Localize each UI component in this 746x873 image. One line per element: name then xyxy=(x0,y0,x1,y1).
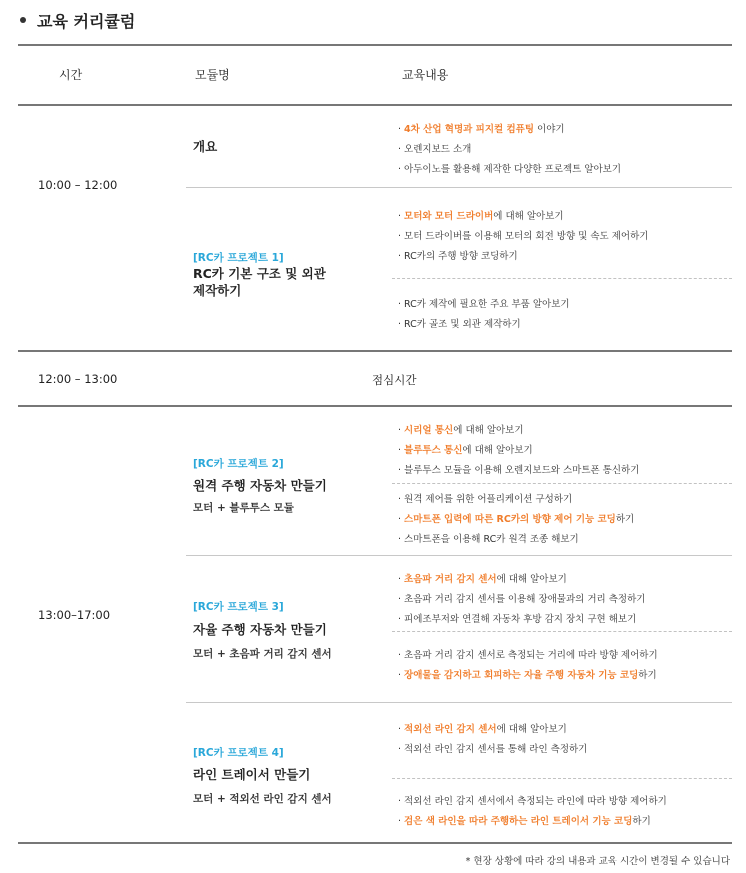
content-item: · 아두이노를 활용해 제작한 다양한 프로젝트 알아보기 xyxy=(398,164,622,175)
content-item: · 적외선 라인 감지 센서를 통해 라인 측정하기 xyxy=(398,744,588,755)
module-rc4-tag: [RC카 프로젝트 4] xyxy=(193,747,284,759)
content-item: · 장애물을 감지하고 회피하는 자율 주행 자동차 기능 코딩하기 xyxy=(398,670,657,681)
content-item: · 모터 드라이버를 이용해 모터의 회전 방향 및 속도 제어하기 xyxy=(398,231,649,242)
content-item: · 오렌지보드 소개 xyxy=(398,144,472,155)
module-separator xyxy=(186,555,732,556)
module-rc2-sub: 모터 + 블루투스 모듈 xyxy=(193,502,294,514)
header-module: 모듈명 xyxy=(195,68,230,82)
header-time: 시간 xyxy=(59,68,83,82)
content-item: · 원격 제어를 위한 어플리케이션 구성하기 xyxy=(398,494,573,505)
header-bottom-rule xyxy=(18,104,732,106)
module-intro-name: 개요 xyxy=(193,139,218,154)
footnote: * 현장 상황에 따라 강의 내용과 교육 시간이 변경될 수 있습니다 xyxy=(465,856,730,867)
content-item: · 시리얼 통신에 대해 알아보기 xyxy=(398,425,524,436)
bullet-icon xyxy=(20,17,26,23)
content-separator xyxy=(392,631,732,632)
module-separator xyxy=(186,702,732,703)
content-item: · 초음파 거리 감지 센서를 이용해 장애물과의 거리 측정하기 xyxy=(398,594,646,605)
content-item: · 피에조부저와 연결해 자동차 후방 감지 장치 구현 해보기 xyxy=(398,614,637,625)
content-separator xyxy=(392,778,732,779)
module-separator xyxy=(186,187,732,188)
module-rc2-name: 원격 주행 자동차 만들기 xyxy=(193,478,327,493)
table-bottom-rule xyxy=(18,842,732,844)
content-item: · RC카 제작에 필요한 주요 부품 알아보기 xyxy=(398,299,570,310)
content-item: · 4차 산업 혁명과 피지컬 컴퓨팅 이야기 xyxy=(398,124,565,135)
lunch-bottom-rule xyxy=(18,405,732,407)
module-rc3-name: 자율 주행 자동차 만들기 xyxy=(193,622,327,637)
module-rc1-name-line2: 제작하기 xyxy=(193,283,242,298)
content-item: · 적외선 라인 감지 센서에 대해 알아보기 xyxy=(398,724,567,735)
content-item: · 적외선 라인 감지 센서에서 측정되는 라인에 따라 방향 제어하기 xyxy=(398,796,667,807)
time-afternoon: 13:00–17:00 xyxy=(38,608,111,622)
content-item: · 모터와 모터 드라이버에 대해 알아보기 xyxy=(398,211,564,222)
content-item: · 스마트폰을 이용해 RC카 원격 조종 해보기 xyxy=(398,534,579,545)
module-rc4-name: 라인 트레이서 만들기 xyxy=(193,767,311,782)
time-lunch: 12:00 – 13:00 xyxy=(38,372,118,386)
content-item: · RC카의 주행 방향 코딩하기 xyxy=(398,251,518,262)
module-rc4-sub: 모터 + 적외선 라인 감지 센서 xyxy=(193,793,332,805)
header-content: 교육내용 xyxy=(402,68,449,82)
content-item: · 검은 색 라인을 따라 주행하는 라인 트레이서 기능 코딩하기 xyxy=(398,816,651,827)
module-rc2-tag: [RC카 프로젝트 2] xyxy=(193,458,284,470)
content-separator xyxy=(392,483,732,484)
table-top-rule xyxy=(18,44,732,46)
section-title: 교육 커리큘럼 xyxy=(37,11,136,31)
lunch-label: 점심시간 xyxy=(372,373,417,387)
content-item: · 블루투스 모듈을 이용해 오렌지보드와 스마트폰 통신하기 xyxy=(398,465,640,476)
module-rc3-tag: [RC카 프로젝트 3] xyxy=(193,601,284,613)
content-separator xyxy=(392,278,732,279)
section-heading xyxy=(12,10,135,30)
content-item: · 초음파 거리 감지 센서로 측정되는 거리에 따라 방향 제어하기 xyxy=(398,650,658,661)
content-item: · 초음파 거리 감지 센서에 대해 알아보기 xyxy=(398,574,567,585)
content-item: · 스마트폰 입력에 따른 RC카의 방향 제어 기능 코딩하기 xyxy=(398,514,635,525)
content-item: · RC카 골조 및 외관 제작하기 xyxy=(398,319,521,330)
time-morning: 10:00 – 12:00 xyxy=(38,178,118,192)
content-item: · 블루투스 통신에 대해 알아보기 xyxy=(398,445,533,456)
module-rc1-tag: [RC카 프로젝트 1] xyxy=(193,252,284,264)
module-rc3-sub: 모터 + 초음파 거리 감지 센서 xyxy=(193,648,332,660)
module-rc1-name-line1: RC카 기본 구조 및 외관 xyxy=(193,266,326,281)
morning-bottom-rule xyxy=(18,350,732,352)
